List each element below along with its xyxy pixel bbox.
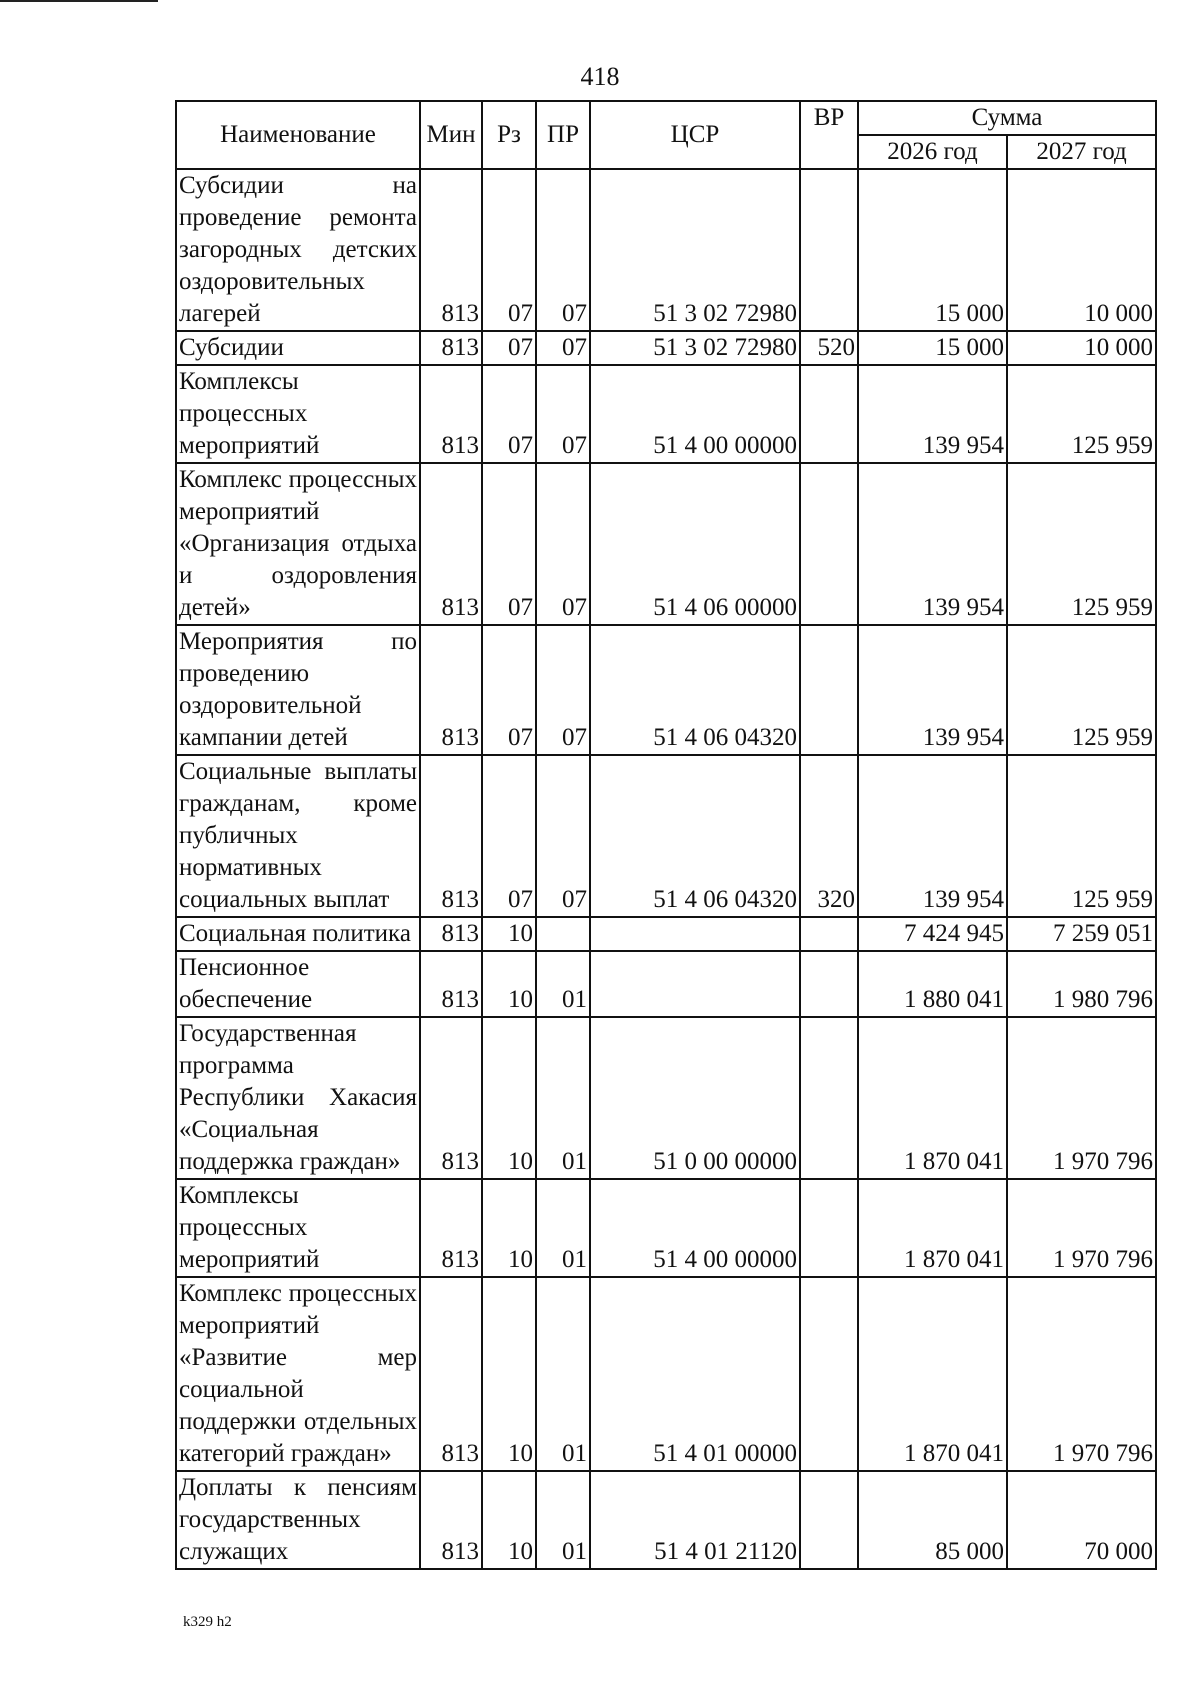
header-year-2027: 2027 год bbox=[1007, 135, 1156, 169]
cell-sum-2026: 139 954 bbox=[858, 365, 1007, 463]
cell-rz: 10 bbox=[482, 1017, 536, 1179]
cell-name: Социальные выплаты гражданам, кроме публичных нормативных социальных выплат bbox=[176, 755, 420, 917]
header-name: Наименование bbox=[176, 101, 420, 169]
cell-min: 813 bbox=[420, 1017, 482, 1179]
cell-rz: 10 bbox=[482, 917, 536, 951]
cell-sum-2027: 125 959 bbox=[1007, 463, 1156, 625]
cell-pr: 01 bbox=[536, 1471, 590, 1569]
cell-sum-2026: 139 954 bbox=[858, 625, 1007, 755]
cell-sum-2027: 10 000 bbox=[1007, 331, 1156, 365]
table-row bbox=[176, 1471, 1156, 1569]
cell-name: Субсидии на проведение ремонта загородных детских оздоровительных лагерей bbox=[176, 169, 420, 331]
cell-sum-2027: 1 970 796 bbox=[1007, 1277, 1156, 1471]
cell-name: Субсидии bbox=[176, 331, 420, 365]
cell-min: 813 bbox=[420, 755, 482, 917]
cell-pr: 01 bbox=[536, 951, 590, 1017]
cell-vr bbox=[800, 1017, 858, 1179]
cell-vr: 320 bbox=[800, 755, 858, 917]
cell-sum-2026: 15 000 bbox=[858, 169, 1007, 331]
cell-min: 813 bbox=[420, 917, 482, 951]
cell-csr: 51 4 06 00000 bbox=[590, 463, 800, 625]
table-row bbox=[176, 169, 1156, 331]
cell-name: Комплексы процессных мероприятий bbox=[176, 365, 420, 463]
header-sum: Сумма bbox=[858, 101, 1156, 135]
table-body bbox=[176, 169, 1156, 1569]
table-row bbox=[176, 331, 1156, 365]
cell-min: 813 bbox=[420, 169, 482, 331]
cell-csr: 51 4 06 04320 bbox=[590, 625, 800, 755]
cell-rz: 10 bbox=[482, 1471, 536, 1569]
cell-rz: 07 bbox=[482, 755, 536, 917]
header-min: Мин bbox=[420, 101, 482, 169]
cell-pr: 01 bbox=[536, 1179, 590, 1277]
cell-vr bbox=[800, 1179, 858, 1277]
cell-sum-2026: 1 870 041 bbox=[858, 1179, 1007, 1277]
cell-csr: 51 3 02 72980 bbox=[590, 331, 800, 365]
budget-table bbox=[175, 100, 1157, 1570]
header-csr: ЦСР bbox=[590, 101, 800, 169]
cell-sum-2026: 1 870 041 bbox=[858, 1017, 1007, 1179]
cell-name: Комплекс процессных мероприятий «Развитие мер социальной поддержки отдельных категорий граждан» bbox=[176, 1277, 420, 1471]
table-row bbox=[176, 1017, 1156, 1179]
cell-sum-2026: 7 424 945 bbox=[858, 917, 1007, 951]
cell-sum-2026: 1 870 041 bbox=[858, 1277, 1007, 1471]
cell-vr bbox=[800, 463, 858, 625]
cell-pr: 07 bbox=[536, 331, 590, 365]
header-pr: ПР bbox=[536, 101, 590, 169]
cell-rz: 07 bbox=[482, 365, 536, 463]
cell-csr: 51 4 01 00000 bbox=[590, 1277, 800, 1471]
cell-sum-2027: 7 259 051 bbox=[1007, 917, 1156, 951]
cell-sum-2027: 125 959 bbox=[1007, 755, 1156, 917]
cell-sum-2026: 139 954 bbox=[858, 755, 1007, 917]
cell-pr: 01 bbox=[536, 1017, 590, 1179]
cell-sum-2027: 10 000 bbox=[1007, 169, 1156, 331]
cell-vr bbox=[800, 169, 858, 331]
cell-vr bbox=[800, 365, 858, 463]
cell-pr: 07 bbox=[536, 463, 590, 625]
cell-min: 813 bbox=[420, 1179, 482, 1277]
cell-sum-2027: 1 980 796 bbox=[1007, 951, 1156, 1017]
header-year-2026: 2026 год bbox=[858, 135, 1007, 169]
cell-csr bbox=[590, 951, 800, 1017]
cell-rz: 07 bbox=[482, 625, 536, 755]
cell-rz: 07 bbox=[482, 463, 536, 625]
cell-min: 813 bbox=[420, 365, 482, 463]
cell-name: Комплекс процессных мероприятий «Организация отдыха и оздоровления детей» bbox=[176, 463, 420, 625]
cell-vr: 520 bbox=[800, 331, 858, 365]
cell-csr: 51 3 02 72980 bbox=[590, 169, 800, 331]
cell-name: Доплаты к пенсиям государственных служащих bbox=[176, 1471, 420, 1569]
cell-name: Комплексы процессных мероприятий bbox=[176, 1179, 420, 1277]
cell-csr: 51 4 00 00000 bbox=[590, 1179, 800, 1277]
cell-sum-2027: 125 959 bbox=[1007, 365, 1156, 463]
footer-code: k329 h2 bbox=[183, 1614, 232, 1630]
cell-min: 813 bbox=[420, 1471, 482, 1569]
corner-rule bbox=[0, 0, 158, 2]
cell-vr bbox=[800, 1471, 858, 1569]
table-row bbox=[176, 625, 1156, 755]
cell-min: 813 bbox=[420, 463, 482, 625]
cell-rz: 07 bbox=[482, 331, 536, 365]
cell-name: Социальная политика bbox=[176, 917, 420, 951]
cell-min: 813 bbox=[420, 1277, 482, 1471]
cell-csr: 51 4 06 04320 bbox=[590, 755, 800, 917]
cell-min: 813 bbox=[420, 625, 482, 755]
cell-csr: 51 4 00 00000 bbox=[590, 365, 800, 463]
cell-name: Государственная программа Республики Хакасия «Социальная поддержка граждан» bbox=[176, 1017, 420, 1179]
cell-csr: 51 4 01 21120 bbox=[590, 1471, 800, 1569]
table-row bbox=[176, 365, 1156, 463]
table-row bbox=[176, 917, 1156, 951]
cell-sum-2027: 1 970 796 bbox=[1007, 1179, 1156, 1277]
table-row bbox=[176, 1179, 1156, 1277]
table-row bbox=[176, 1277, 1156, 1471]
table-row bbox=[176, 463, 1156, 625]
cell-sum-2026: 85 000 bbox=[858, 1471, 1007, 1569]
header-vr: ВР bbox=[800, 101, 858, 169]
cell-sum-2027: 1 970 796 bbox=[1007, 1017, 1156, 1179]
cell-pr: 07 bbox=[536, 365, 590, 463]
cell-sum-2026: 1 880 041 bbox=[858, 951, 1007, 1017]
cell-vr bbox=[800, 917, 858, 951]
cell-rz: 10 bbox=[482, 1179, 536, 1277]
cell-vr bbox=[800, 625, 858, 755]
header-rz: Рз bbox=[482, 101, 536, 169]
cell-rz: 10 bbox=[482, 1277, 536, 1471]
cell-min: 813 bbox=[420, 331, 482, 365]
cell-rz: 10 bbox=[482, 951, 536, 1017]
cell-pr: 07 bbox=[536, 169, 590, 331]
cell-sum-2026: 139 954 bbox=[858, 463, 1007, 625]
cell-pr: 07 bbox=[536, 755, 590, 917]
page-number: 418 bbox=[580, 62, 620, 91]
cell-csr bbox=[590, 917, 800, 951]
cell-sum-2027: 125 959 bbox=[1007, 625, 1156, 755]
table-header bbox=[176, 101, 1156, 169]
cell-sum-2027: 70 000 bbox=[1007, 1471, 1156, 1569]
cell-vr bbox=[800, 951, 858, 1017]
table-row bbox=[176, 755, 1156, 917]
table-row bbox=[176, 951, 1156, 1017]
cell-name: Мероприятия по проведению оздоровительной кампании детей bbox=[176, 625, 420, 755]
cell-pr: 01 bbox=[536, 1277, 590, 1471]
cell-pr bbox=[536, 917, 590, 951]
cell-vr bbox=[800, 1277, 858, 1471]
cell-min: 813 bbox=[420, 951, 482, 1017]
cell-name: Пенсионное обеспечение bbox=[176, 951, 420, 1017]
cell-sum-2026: 15 000 bbox=[858, 331, 1007, 365]
cell-pr: 07 bbox=[536, 625, 590, 755]
cell-csr: 51 0 00 00000 bbox=[590, 1017, 800, 1179]
cell-rz: 07 bbox=[482, 169, 536, 331]
